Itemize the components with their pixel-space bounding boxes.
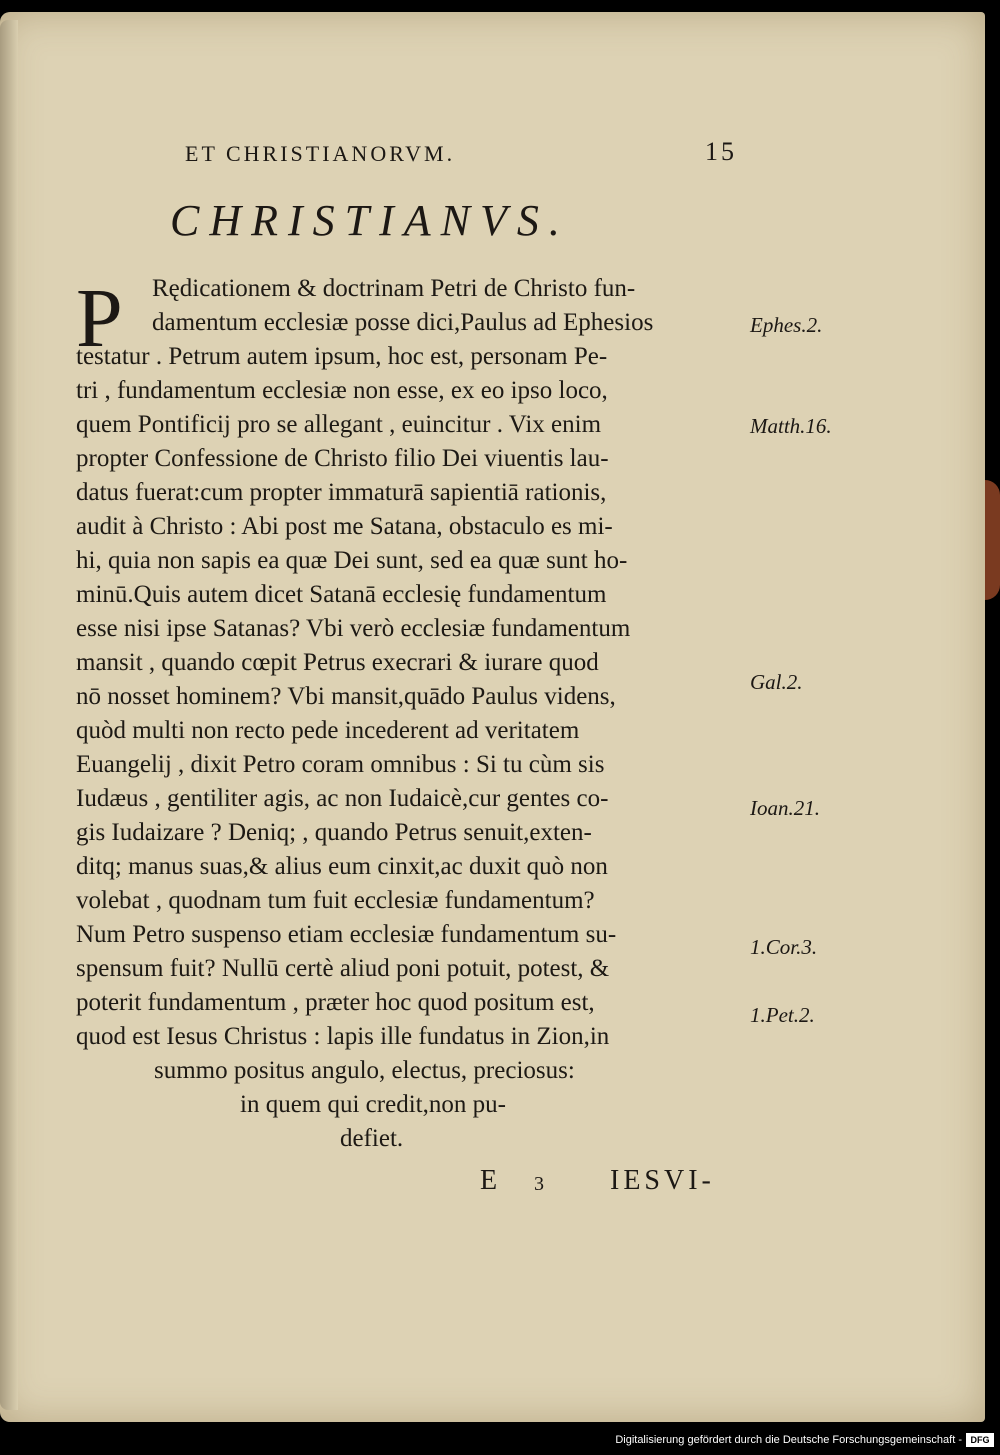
page-edge	[985, 480, 1000, 600]
text-line: tri , fundamentum ecclesiæ non esse, ex eo ipso loco,	[76, 377, 608, 404]
text-line: ditq; manus suas,& alius eum cinxit,ac duxit quò non	[76, 853, 608, 880]
text-line: quòd multi non recto pede incederent ad veritatem	[76, 717, 580, 744]
catchword: IESVI-	[610, 1165, 715, 1196]
section-title: CHRISTIANVS.	[170, 196, 570, 245]
margin-note: 1.Cor.3.	[750, 935, 818, 959]
text-line: quod est Iesus Christus : lapis ille fundatus in Zion,in	[76, 1023, 610, 1050]
dfg-logo: DFG	[966, 1433, 994, 1447]
text-line: quem Pontificij pro se allegant , euincitur . Vix enim	[76, 411, 602, 438]
text-line: summo positus angulo, electus, preciosus:	[154, 1057, 575, 1084]
signature-number: 3	[534, 1173, 548, 1195]
running-head: ET CHRISTIANORVM.	[185, 141, 456, 166]
text-line: poterit fundamentum , præter hoc quod positum est,	[76, 989, 595, 1016]
text-line: damentum ecclesiæ posse dici,Paulus ad Ephesios	[152, 309, 654, 336]
page-gutter	[0, 20, 18, 1410]
catchword-line	[470, 1165, 740, 1205]
text-line: spensum fuit? Nullū certè aliud poni potuit, potest, &	[76, 955, 610, 982]
folio-number: 15	[705, 137, 737, 166]
text-line: audit à Christo : Abi post me Satana, obstaculo es mi-	[76, 513, 613, 540]
text-line: Rędicationem & doctrinam Petri de Christo fun-	[152, 275, 636, 302]
text-line: defiet.	[340, 1125, 404, 1152]
margin-note: Ioan.21.	[750, 796, 820, 820]
text-line: Euangelij , dixit Petro coram omnibus : Si tu cùm sis	[76, 751, 605, 778]
footer-bar	[0, 1428, 1000, 1455]
text-line: hi, quia non sapis ea quæ Dei sunt, sed ea quæ sunt ho-	[76, 547, 628, 574]
text-line: Iudæus , gentiliter agis, ac non Iudaicè,cur gentes co-	[76, 785, 609, 812]
margin-note: Matth.16.	[750, 414, 832, 438]
drop-cap: P	[76, 272, 123, 365]
text-line: in quem qui credit,non pu-	[240, 1091, 506, 1118]
footer-credit: Digitalisierung gefördert durch die Deutsche Forschungsgemeinschaft -	[615, 1434, 962, 1446]
text-line: minū.Quis autem dicet Satanā ecclesię fundamentum	[76, 581, 607, 608]
text-line: mansit , quando cœpit Petrus execrari & iurare quod	[76, 649, 599, 676]
body-text	[76, 272, 744, 1156]
text-line: volebat , quodnam tum fuit ecclesiæ fundamentum?	[76, 887, 595, 914]
text-line: gis Iudaizare ? Deniq; , quando Petrus senuit,exten-	[76, 819, 592, 846]
margin-note: 1.Pet.2.	[750, 1003, 815, 1027]
text-line: datus fuerat:cum propter immaturā sapientiā rationis,	[76, 479, 607, 506]
page-header	[185, 137, 745, 173]
margin-note: Ephes.2.	[750, 313, 823, 337]
text-line: testatur . Petrum autem ipsum, hoc est, personam Pe-	[76, 343, 608, 370]
margin-note: Gal.2.	[750, 670, 803, 694]
text-line: nō nosset hominem? Vbi mansit,quādo Paulus videns,	[76, 683, 616, 710]
text-line: Num Petro suspenso etiam ecclesiæ fundamentum su-	[76, 921, 617, 948]
text-line: propter Confessione de Christo filio Dei viuentis lau-	[76, 445, 609, 472]
signature-mark: E	[480, 1165, 502, 1196]
text-line: esse nisi ipse Satanas? Vbi verò ecclesiæ fundamentum	[76, 615, 631, 642]
